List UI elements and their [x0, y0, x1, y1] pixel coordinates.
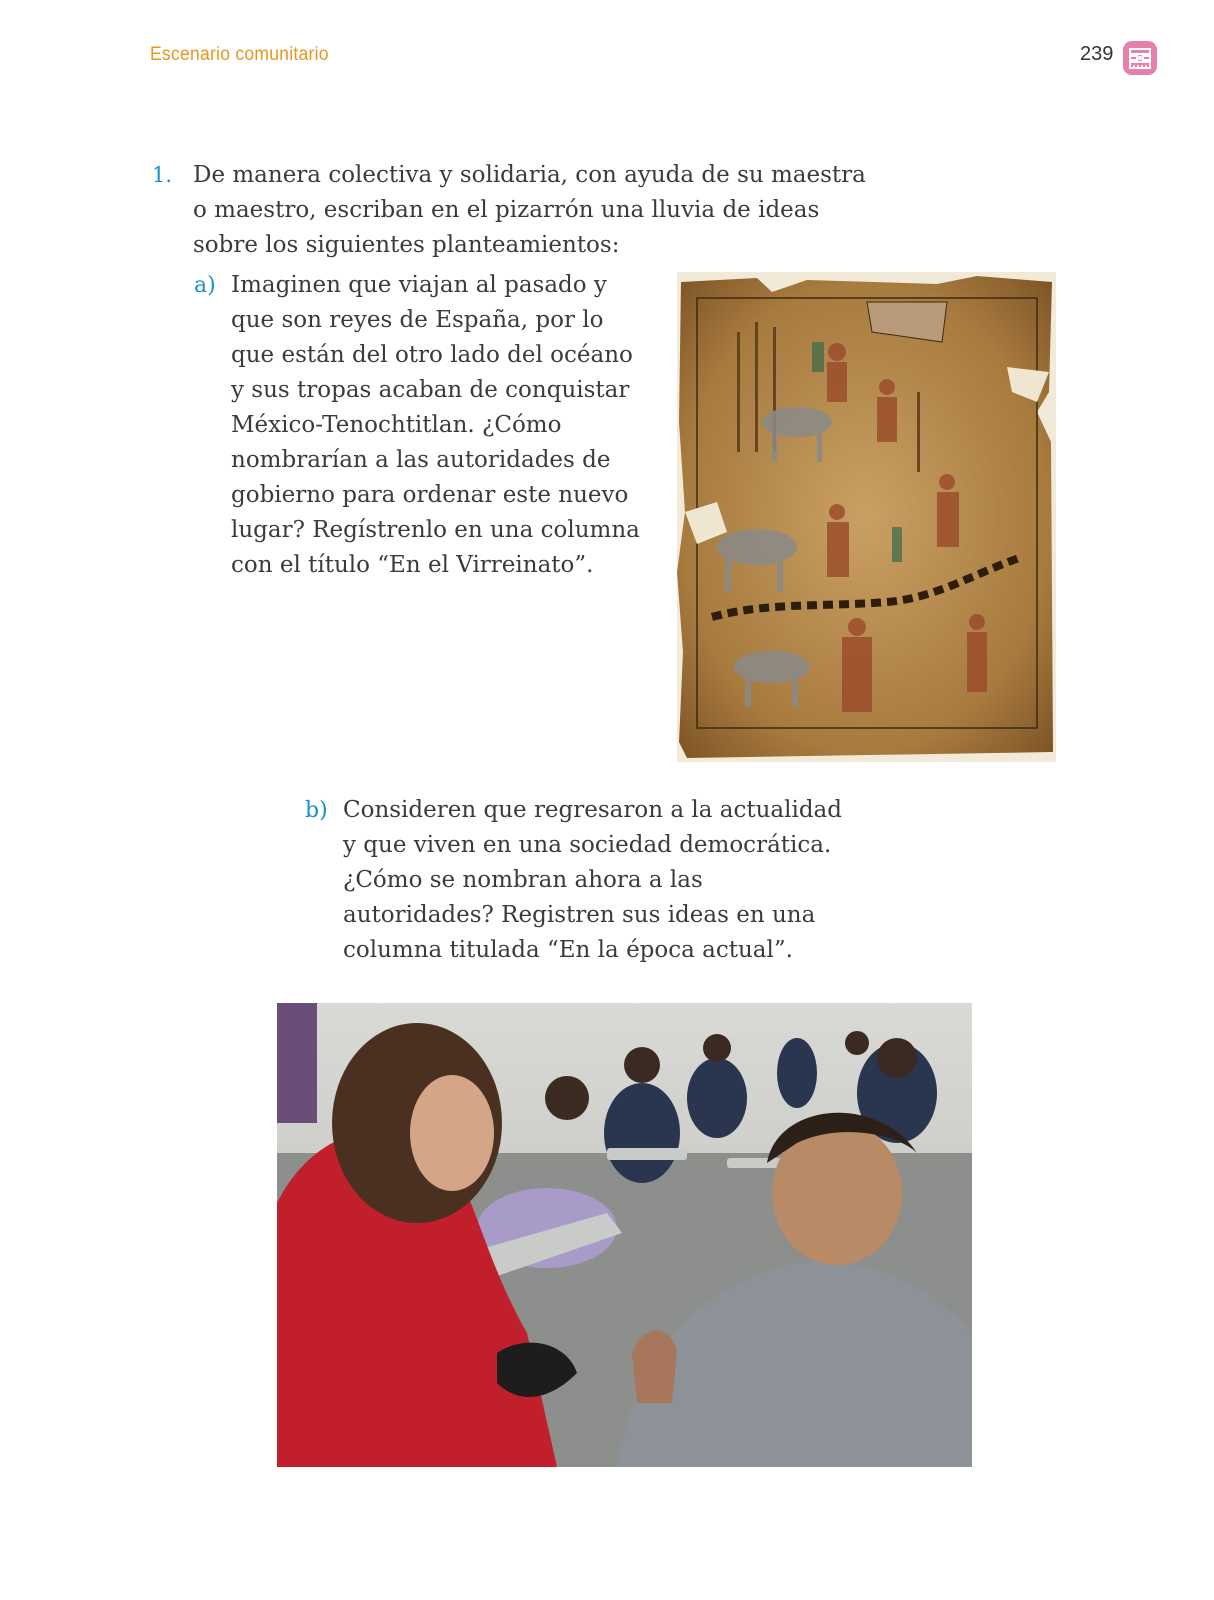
sub-item-b-line: autoridades? Registren sus ideas en una [343, 902, 816, 928]
section-title: Escenario comunitario [150, 44, 329, 65]
question-text [193, 158, 933, 263]
sub-item-b-line: columna titulada “En la época actual”. [343, 937, 793, 963]
sub-item-a-line: gobierno para ordenar este nuevo [231, 482, 629, 508]
glyph-icon [1122, 40, 1158, 76]
sub-item-b-text [343, 793, 903, 968]
question-line: De manera colectiva y solidaria, con ayuda de su maestra [193, 162, 866, 188]
question-number: 1. [152, 163, 173, 187]
sub-item-a-letter: a) [194, 273, 216, 298]
sub-item-a-line: que son reyes de España, por lo [231, 307, 604, 333]
classroom-photo [277, 1003, 972, 1467]
question-line: o maestro, escriban en el pizarrón una lluvia de ideas [193, 197, 820, 223]
sub-item-b-letter: b) [305, 798, 328, 823]
sub-item-a-line: nombrarían a las autoridades de [231, 447, 611, 473]
sub-item-a-line: que están del otro lado del océano [231, 342, 633, 368]
sub-item-a-line: lugar? Regístrenlo en una columna [231, 517, 640, 543]
sub-item-a-line: Imaginen que viajan al pasado y [231, 272, 607, 298]
sub-item-b-line: y que viven en una sociedad democrática. [343, 832, 832, 858]
sub-item-b-line: Consideren que regresaron a la actualidad [343, 797, 842, 823]
sub-item-b-line: ¿Cómo se nombran ahora a las [343, 867, 703, 893]
codex-illustration [677, 272, 1056, 762]
sub-item-a-line: y sus tropas acaban de conquistar [231, 377, 630, 403]
sub-item-a-line: México-Tenochtitlan. ¿Cómo [231, 412, 562, 438]
question-line: sobre los siguientes planteamientos: [193, 232, 620, 258]
page-number: 239 [1080, 43, 1114, 65]
sub-item-a-line: con el título “En el Virreinato”. [231, 552, 594, 578]
sub-item-a-text [231, 268, 671, 583]
